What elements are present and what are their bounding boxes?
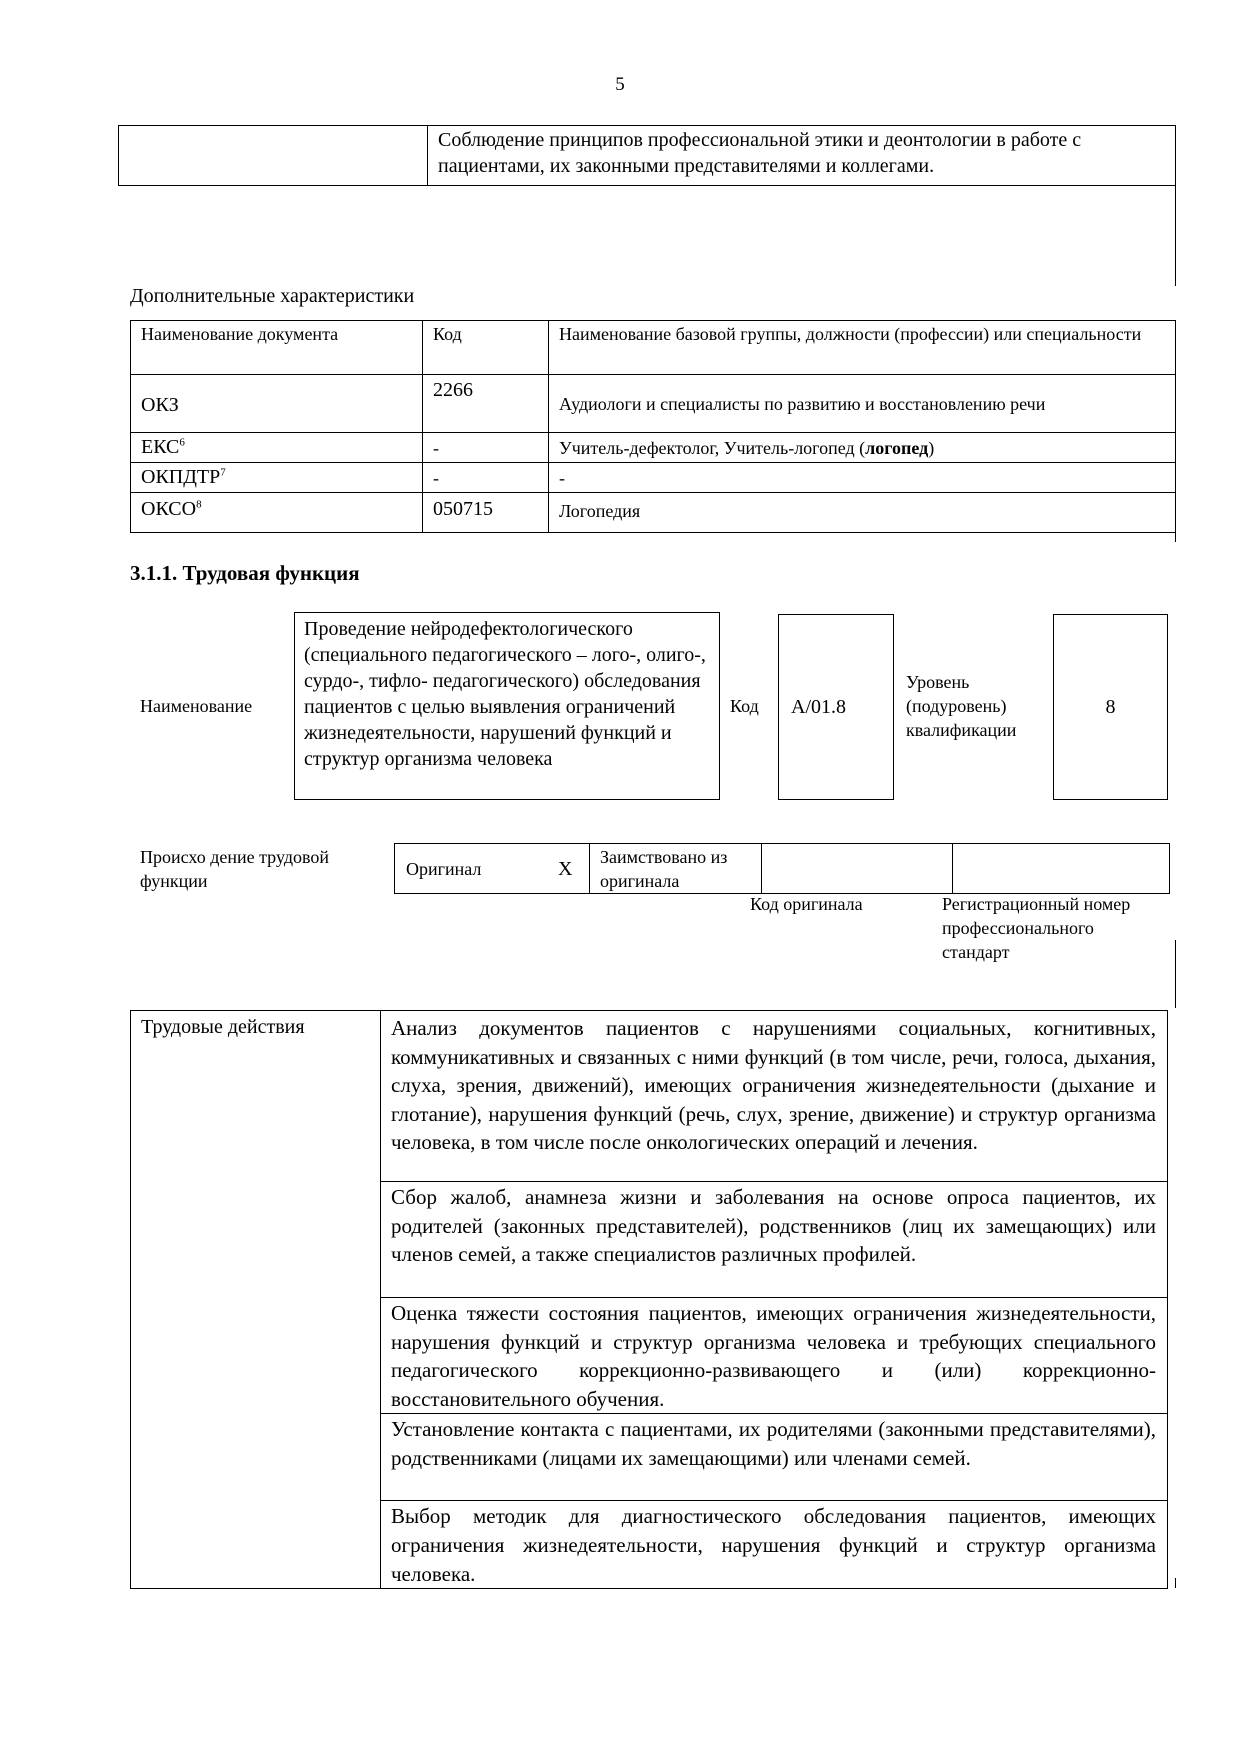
header-group-name: Наименование базовой группы, должности (профессии) или специальности xyxy=(549,321,1176,375)
labor-action-item: Оценка тяжести состояния пациентов, имеющих ограничения жизнедеятельности, нарушения функций и структур организма человека и требующих специального педагогического коррекционно-развивающего и (или) коррекционно-восстановительного обучения. xyxy=(381,1298,1168,1414)
level-label: Уровень (подуровень) квалификации xyxy=(906,672,1017,740)
row-desc: Аудиологи и специалисты по развитию и восстановлению речи xyxy=(549,375,1176,433)
table-row xyxy=(131,375,1176,433)
labor-action-item: Выбор методик для диагностического обследования пациентов, имеющих ограничения жизнедеятельности, нарушения функций и структур организма человека. xyxy=(381,1501,1168,1589)
row-code: - xyxy=(423,433,549,463)
reg-number-label: Регистрационный номер профессионального стандарт xyxy=(942,894,1131,962)
row-code: 050715 xyxy=(423,493,549,533)
row-desc-bold: логопед xyxy=(865,438,929,458)
origin-label: Происхо дение трудовой функции xyxy=(140,847,329,891)
right-margin-line xyxy=(1175,940,1176,1008)
footnote-ref: 7 xyxy=(220,466,226,479)
table-row xyxy=(131,463,1176,493)
row-doc-name: ОКПДТР xyxy=(141,466,221,488)
table-row xyxy=(131,1011,1168,1182)
section-heading: 3.1.1. Трудовая функция xyxy=(130,561,360,585)
row-doc-name: ЕКС xyxy=(141,436,180,458)
code-value: А/01.8 xyxy=(791,696,846,718)
row-desc: - xyxy=(549,463,1176,493)
labor-action-item: Сбор жалоб, анамнеза жизни и заболевания на основе опроса пациентов, их родителей (законных представителей), родственников (лиц их замещающих) или членов семей, а также специалистов различных профилей. xyxy=(381,1182,1168,1298)
labor-actions-label: Трудовые действия xyxy=(131,1011,381,1589)
labor-action-item: Установление контакта с пациентами, их родителями (законными представителями), родственниками (лицами их замещающими) или членами семей. xyxy=(381,1414,1168,1501)
level-box xyxy=(1053,614,1168,800)
row-desc: Учитель-дефектолог, Учитель-логопед ( xyxy=(559,438,866,458)
top-table-text: Соблюдение принципов профессиональной этики и деонтологии в работе с пациентами, их законными представителями и коллегами. xyxy=(428,126,1176,186)
header-doc-name: Наименование документа xyxy=(131,321,423,375)
row-doc-name: ОКЗ xyxy=(141,394,179,416)
level-value: 8 xyxy=(1105,696,1116,718)
labor-actions-table xyxy=(130,1010,1168,1589)
right-margin-line xyxy=(1175,532,1176,542)
row-code: 2266 xyxy=(423,375,549,433)
code-original-cell xyxy=(762,844,953,894)
top-table-empty-cell xyxy=(119,126,428,186)
table-row xyxy=(131,493,1176,533)
row-code: - xyxy=(423,463,549,493)
original-mark: X xyxy=(558,844,590,894)
reg-number-cell xyxy=(953,844,1170,894)
top-table xyxy=(118,125,1176,186)
header-code: Код xyxy=(423,321,549,375)
labor-action-item: Анализ документов пациентов с нарушениями социальных, когнитивных, коммуникативных и связанных с ними функций (в том числе, речи, голоса, дыхания, слуха, зрения, движений), имеющих ограничения жизнедеятельности (дыхание и глотание), нарушения функций (речь, слух, зрение, движение) и структур организма человека, в том числе после онкологических операций и лечения. xyxy=(381,1011,1168,1182)
right-margin-line xyxy=(1175,186,1176,286)
table-row xyxy=(131,433,1176,463)
code-label: Код xyxy=(730,696,759,716)
page-number: 5 xyxy=(615,74,625,95)
additional-table xyxy=(130,320,1176,533)
code-original-label: Код оригинала xyxy=(750,894,863,914)
function-name-box xyxy=(294,612,720,800)
right-margin-line xyxy=(1175,1578,1176,1588)
borrowed-label: Заимствовано из оригинала xyxy=(590,844,762,894)
row-doc-name: ОКСО xyxy=(141,498,197,520)
original-label: Оригинал xyxy=(395,844,559,894)
footnote-ref: 8 xyxy=(196,498,202,511)
additional-title: Дополнительные характеристики xyxy=(130,285,415,307)
additional-header-row xyxy=(131,321,1176,375)
row-desc: Логопедия xyxy=(549,493,1176,533)
origin-table xyxy=(394,843,1170,894)
code-box xyxy=(778,614,894,800)
name-label: Наименование xyxy=(140,696,253,716)
function-name-value: Проведение нейродефектологического (специального педагогического – лого-, олиго-, сурдо-, тифло- педагогического) обследования пациентов с целью выявления ограничений жизнедеятельности, нарушений функций и структур организма человека xyxy=(304,618,706,770)
footnote-ref: 6 xyxy=(179,436,185,449)
row-desc-end: ) xyxy=(928,438,935,458)
